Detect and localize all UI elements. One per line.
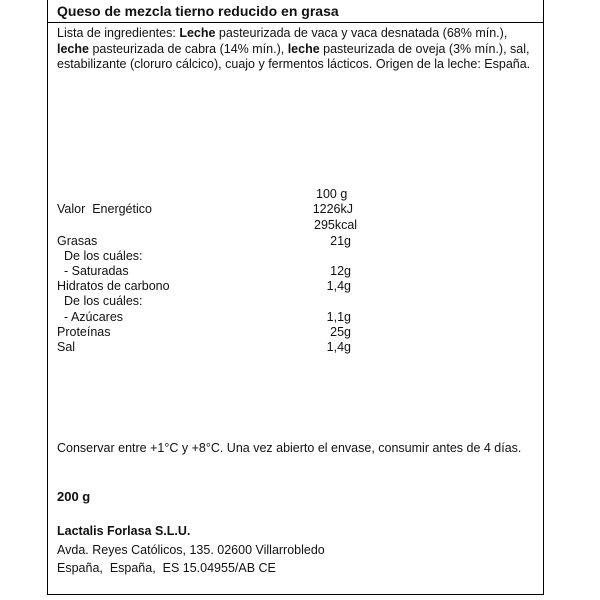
ingredients-part-2: pasteurizada de vaca y vaca desnatada (68% mín.),: [215, 26, 508, 40]
nutrition-row: [57, 249, 357, 264]
ingredients-part-3: pasteurizada de cabra (14% mín.),: [88, 41, 288, 56]
nutrition-value-kcal: 295kcal: [314, 218, 358, 232]
nutrition-label: Valor Energético: [57, 202, 152, 216]
nutrition-row: [57, 325, 357, 340]
nutrition-label: Grasas: [57, 234, 98, 248]
nutrition-label: Hidratos de carbono: [57, 279, 170, 293]
allergen-leche-3: leche: [287, 41, 320, 56]
nutrition-value: 1,4g: [326, 279, 351, 293]
nutrition-row-energy: [57, 202, 357, 217]
nutrition-row: [57, 294, 357, 309]
nutrition-value: 12g: [330, 264, 351, 278]
nutrition-label: - Azúcares: [64, 310, 124, 324]
net-weight: 200 g: [57, 489, 91, 504]
ingredients-part-4: pasteurizada de oveja (3% mín.), sal, estabilizante (cloruro cálcico), cuajo y fermentos lácticos. Origen de la leche: España.: [57, 41, 531, 71]
nutrition-label: De los cuáles:: [64, 294, 143, 308]
ingredients-text: [57, 26, 537, 73]
nutrition-row: [57, 340, 357, 355]
nutrition-label: Sal: [57, 340, 76, 354]
nutrition-label: De los cuáles:: [64, 249, 143, 263]
nutrition-row: [57, 279, 357, 294]
nutrition-value: 1,4g: [326, 340, 351, 354]
ingredients-intro: Lista de ingredientes:: [57, 26, 180, 40]
nutrition-label: Proteínas: [57, 325, 111, 339]
nutrition-row: [57, 264, 357, 279]
origin-registry: España, España, ES 15.04955/AB CE: [57, 561, 276, 575]
nutrition-per-header: 100 g: [316, 187, 348, 201]
allergen-leche-1: Leche: [179, 26, 216, 40]
product-title: Queso de mezcla tierno reducido en grasa: [48, 0, 543, 23]
nutrition-label: - Saturadas: [64, 264, 129, 278]
allergen-leche-2: leche: [57, 41, 89, 56]
nutrition-value: 25g: [330, 325, 351, 339]
nutrition-value: 1,1g: [326, 310, 351, 324]
nutrition-value: 21g: [330, 234, 351, 248]
nutrition-row: [57, 234, 357, 249]
nutrition-row: [57, 310, 357, 325]
storage-instructions: Conservar entre +1°C y +8°C. Una vez abierto el envase, consumir antes de 4 días.: [57, 441, 522, 455]
company-address: Avda. Reyes Católicos, 135. 02600 Villarrobledo: [57, 543, 325, 557]
company-name: Lactalis Forlasa S.L.U.: [57, 524, 191, 538]
nutrition-value-kj: 1226kJ: [312, 202, 353, 216]
